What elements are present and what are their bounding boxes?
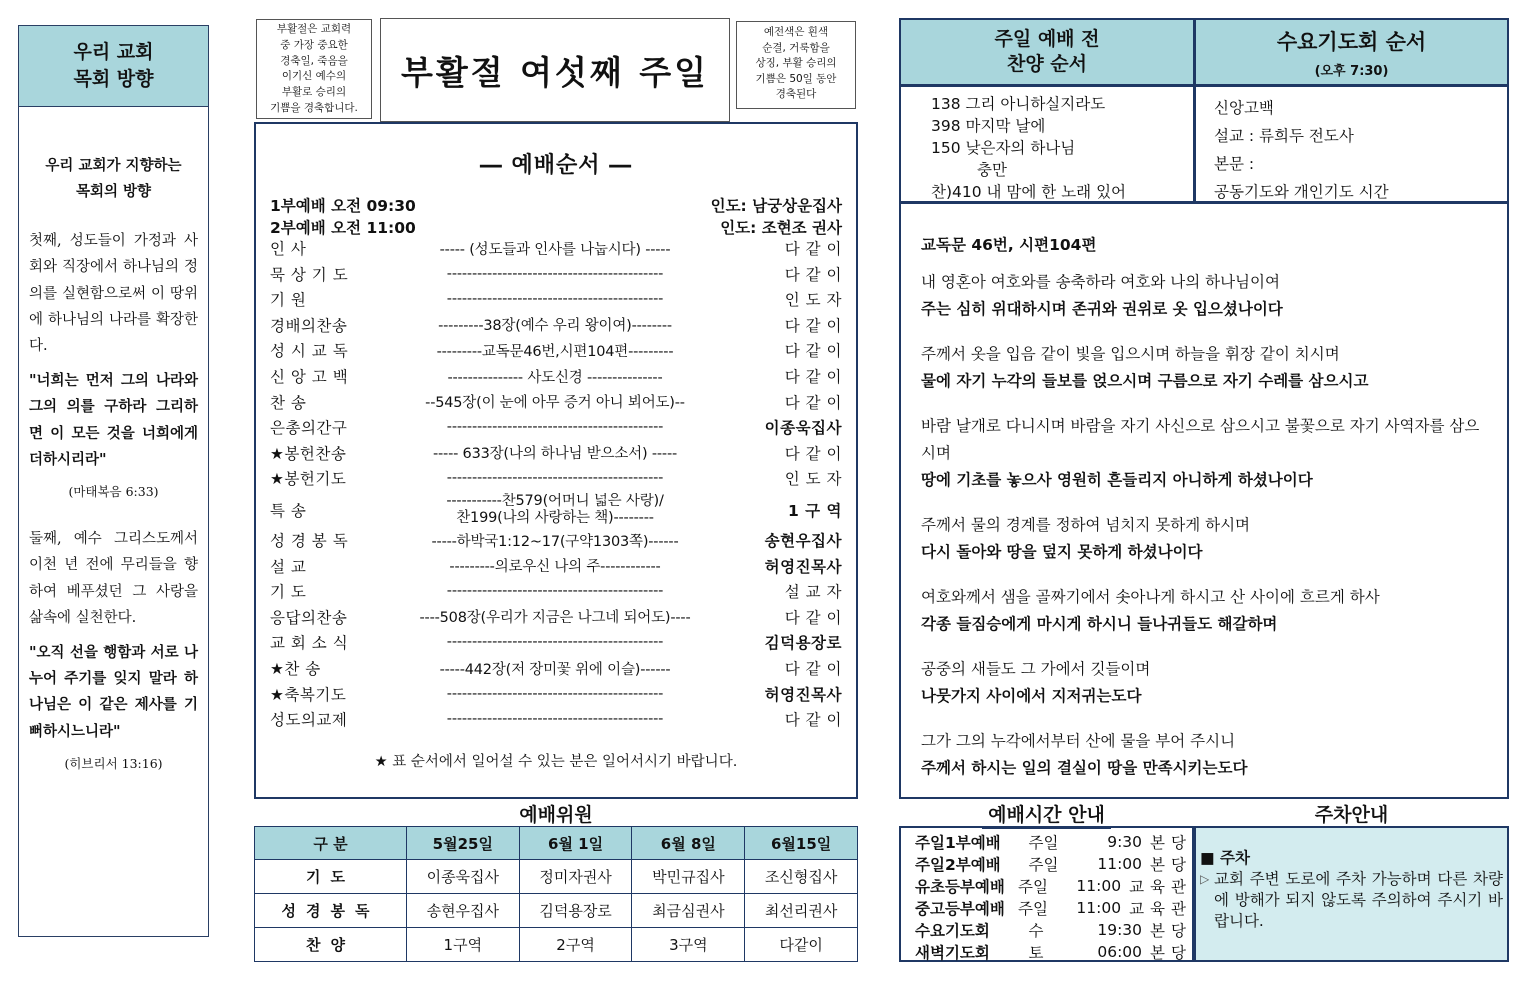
worship-item [270,364,842,388]
worship-item-detail [376,238,734,259]
duty-cell: 1구역 [406,928,519,962]
duty-row [255,860,858,894]
easter-note [256,19,372,119]
worship-item-label: 인 사 [270,240,307,258]
worship-item [270,554,842,578]
hymn-line: 138 그리 아니하실지라도 [931,95,1106,113]
worship-item [270,605,842,629]
worship-item-leader: 인 도 자 [784,291,842,310]
duty-cell: 최선리권사 [745,894,858,928]
worship-item [270,338,842,362]
duty-cell: 이종욱집사 [406,860,519,894]
service-times-title-text: 예배시간 안내 [982,804,1111,829]
reading-pair [921,269,1489,323]
duty-cell: 박민규집사 [632,860,745,894]
worship-item [270,492,842,528]
note-line: 부활절은 교회력 [276,23,352,35]
note-line: 상징, 부활 승리의 [755,57,837,70]
detail-line: ----- 633장(나의 하나님 받으소서) ----- [432,446,678,463]
worship-item-label: 기 원 [270,291,307,310]
worship-item-detail [376,583,734,599]
worship-item-detail [376,658,734,679]
duty-cell: 김덕용장로 [519,894,632,928]
detail-line: ------------------------------------------- [446,470,664,487]
service-times-table [899,826,1194,962]
worship-item-label: 경배의찬송 [270,316,348,335]
worship-item-label: 성도의교제 [270,711,348,730]
reading-title: 교독문 46번, 시편104편 [921,236,1097,254]
service-time-cell: 교육관 [1129,878,1192,896]
worship-item-leader: 이종욱집사 [764,419,842,438]
leader-line: 여호와께서 샘을 골짜기에서 솟아나게 하시고 산 사이에 흐르게 하사 [921,588,1380,606]
worship-item [270,441,842,465]
order-of-worship [254,122,858,799]
quote-hebrews: "오직 선을 행함과 서로 나누어 주기를 잊지 말라 하나님은 이 같은 제사를 기뻐하시느니라" [29,643,198,740]
service-1 [270,194,842,216]
worship-item-detail [376,634,734,650]
wednesday-time: (오후 7:30) [1314,63,1389,79]
service-1-leader: 인도: 남궁상운집사 [710,197,842,215]
hymn-line: 398 마지막 날에 [931,117,1046,135]
leader-line: 그가 그의 누각에서부터 산에 물을 부어 주시니 [921,732,1236,750]
worship-item-leader: 다 같 이 [784,316,842,335]
duty-cell: 정미자권사 [519,860,632,894]
worship-item [270,656,842,680]
wednesday-line: 설교 : 류희두 전도사 [1214,127,1354,145]
first-direction: 첫째, 성도들이 가정과 사회와 직장에서 하나님의 정의를 실현함으로써 이 땅위에 하나님의 나라를 확장한다. [29,232,198,355]
duty-column-header: 6월15일 [745,827,858,860]
note-line: 순결, 거룩함을 [762,41,830,54]
duty-row [255,894,858,928]
duty-title-text: 예배위원 [513,804,598,829]
subtitle-line-1: 우리 교회가 지향하는 [45,157,182,174]
leader-line: 바람 날개로 다니시며 바람을 자기 사신으로 삼으시고 불꽃으로 자기 사역자를 삼으시며 [921,417,1480,462]
note-line: 부활로 승리의 [281,86,347,99]
bullet-icon: ▷ [1200,872,1210,886]
detail-line: ----508장(우리가 지금은 나그네 되어도)---- [419,610,691,627]
worship-item [270,466,842,490]
duty-column-header: 5월25일 [406,827,519,860]
duty-cell: 최금심권사 [632,894,745,928]
standing-footnote: ★ 표 순서에서 일어설 수 있는 분은 일어서시기 바랍니다. [374,754,738,770]
worship-item-label: 교 회 소 식 [270,634,349,653]
service-time-row [915,919,1192,941]
service-time-row [915,831,1192,853]
worship-item [270,313,842,337]
detail-line: ----- (성도들과 인사를 나눕시다) ----- [439,241,671,258]
detail-line: ------------------------------------------- [446,685,664,702]
service-time-cell: 본당 [1150,834,1192,852]
worship-item-detail [376,419,734,435]
worship-item-leader: 다 같 이 [784,444,842,463]
congregation-line: 나뭇가지 사이에서 지저귀는도다 [921,687,1142,705]
service-time-cell: 9:30 [1107,833,1143,851]
detail-line: --545장(이 눈에 아무 증거 아니 뵈어도)-- [425,395,685,412]
congregation-line: 다시 돌아와 땅을 덮지 못하게 하셨나이다 [921,543,1203,561]
liturgical-color-note [736,21,856,109]
service-time-cell: 주일1부예배 [915,834,1001,852]
detail-line: ------------------------------------------- [446,711,664,728]
worship-item [270,287,842,311]
detail-line: --------------- 사도신경 --------------- [447,369,663,386]
service-time-cell: 11:00 [1076,899,1122,917]
service-2-leader: 인도: 조현조 권사 [720,219,842,237]
duty-cell: 조신형집사 [745,860,858,894]
hymn-heading-line-1: 주일 예배 전 [994,28,1100,50]
parking-info [1194,826,1509,962]
worship-item-label: 신 앙 고 백 [270,368,349,386]
duty-role: 찬양 [255,928,407,962]
worship-item-label: 성 시 교 독 [270,342,349,361]
quote-matthew: "너희는 먼저 그의 나라와 그의 의를 구하라 그리하면 이 모든 것을 너희에게 더하시리라" [29,371,198,469]
duty-cell: 다같이 [745,928,858,962]
worship-item-leader: 김덕용장로 [764,634,842,653]
reading-pair [921,728,1489,782]
service-time-cell: 토 [1028,944,1044,962]
duty-column-header: 구 분 [255,827,407,860]
worship-item-label: 성 경 봉 독 [270,532,349,550]
worship-item-detail [376,606,734,627]
service-2-time: 2부예배 오전 11:00 [270,219,416,237]
parking-text-wrap [1200,869,1503,932]
service-time-cell: 본당 [1150,944,1192,962]
worship-item-leader: 허영진목사 [764,685,842,704]
worship-item-leader: 송현우집사 [764,532,842,550]
worship-item-leader: 다 같 이 [784,342,842,361]
worship-item-leader: 다 같 이 [784,393,842,412]
worship-item-detail [376,391,734,412]
worship-item-detail [376,711,734,727]
worship-item-label: 기 도 [270,583,307,602]
worship-item-detail [376,314,734,335]
bulletin-title: 부활절 여섯째 주일 [380,18,730,122]
worship-item [270,236,842,260]
hymn-line: 찬)410 내 맘에 한 노래 있어 [931,183,1127,201]
subtitle-line-2: 목회의 방향 [75,183,152,201]
worship-item [270,528,842,552]
order-heading: ― 예배순서 ― [479,153,633,178]
parking-title-text: 주차안내 [1309,804,1394,829]
service-time-cell: 06:00 [1097,943,1143,961]
leader-line: 공중의 새들도 그 가에서 깃들이며 [921,660,1151,678]
detail-line: -----하박국1:12~17(구약1303쪽)------ [431,533,679,550]
detail-line: ------------------------------------------- [446,291,664,308]
service-time-row [915,897,1192,919]
worship-item-label: ★봉헌찬송 [270,444,347,463]
service-time-row [915,875,1192,897]
leader-line: 주께서 물의 경계를 정하여 넘치지 못하게 하시며 [921,516,1251,534]
wednesday-line: 본문 : [1214,155,1255,173]
worship-item-label: 응답의찬송 [270,608,348,627]
service-time-cell: 유초등부예배 [915,878,1005,896]
service-time-cell: 주일2부예배 [915,856,1001,874]
detail-line: ---------의로우신 나의 주------------ [449,559,661,576]
worship-item-detail [376,470,734,486]
service-time-cell: 19:30 [1097,921,1143,939]
detail-line: ------------------------------------------- [446,265,664,282]
service-time-cell: 교육관 [1129,900,1192,918]
detail-line: -----------찬579(어머니 넓은 사랑)/ [446,493,664,509]
congregation-line: 땅에 기초를 놓으사 영원히 흔들리지 아니하게 하셨나이다 [921,471,1313,489]
second-direction: 둘째, 예수 그리스도께서 이천 년 전에 무리들을 향하여 베푸셨던 그 사랑을 삶속에 실천한다. [29,530,198,627]
service-time-cell: 새벽기도회 [915,944,990,962]
service-time-cell: 본당 [1150,856,1192,874]
worship-item-leader: 다 같 이 [784,608,842,627]
note-line: 경축일, 죽음을 [280,54,348,67]
service-time-row [915,853,1192,875]
service-time-cell: 본당 [1150,922,1192,940]
worship-item-detail [376,493,734,527]
worship-item-leader: 다 같 이 [784,368,842,386]
detail-line: ------------------------------------------- [446,583,664,600]
note-line: 경축된다 [775,88,817,101]
leader-line: 내 영혼아 여호와를 송축하라 여호와 나의 하나님이여 [921,273,1280,291]
duty-role: 성경봉독 [255,894,407,928]
service-time-cell: 주일 [1028,856,1059,874]
worship-item-detail [376,530,734,551]
wednesday-order [1194,85,1509,203]
worship-item-detail [376,366,734,387]
hymn-list [899,85,1195,203]
ref-matthew: (마태복음 6:33) [68,484,159,500]
ref-hebrews: (히브리서 13:16) [64,756,163,772]
congregation-line: 물에 자기 누각의 들보를 얹으시며 구름으로 자기 수레를 삼으시고 [921,372,1369,390]
worship-item [270,262,842,286]
worship-item-label: 설 교 [270,557,307,576]
detail-line: ------------------------------------------- [446,419,664,436]
worship-item-detail [376,291,734,307]
worship-item-detail [376,442,734,463]
parking-title [1194,800,1509,826]
wednesday-title: 수요기도회 순서 [1276,29,1427,54]
reading-pair [921,584,1489,638]
heading-line-1: 우리 교회 [73,41,154,63]
church-direction-panel [18,25,209,937]
worship-item-label: 묵 상 기 도 [270,265,349,284]
reading-pair [921,512,1489,566]
worship-item-leader: 1 구 역 [787,502,842,520]
worship-item-detail [376,555,734,576]
worship-item-label: ★봉헌기도 [270,470,347,489]
note-line: 중 가장 중요한 [280,38,348,51]
worship-item [270,579,842,603]
direction-subtitle [29,153,198,206]
duty-cell: 2구역 [519,928,632,962]
congregation-line: 주는 심히 위대하시며 존귀와 권위로 옷 입으셨나이다 [921,300,1283,318]
detail-line: ---------교독문46번,시편104편--------- [436,343,674,360]
service-times-title [899,800,1194,826]
service-time-cell: 중고등부예배 [915,900,1005,918]
wednesday-line: 공동기도와 개인기도 시간 [1214,183,1389,201]
wednesday-line: 신앙고백 [1214,99,1274,117]
parking-text: 교회 주변 도로에 주차 가능하며 다른 차량에 방해가 되지 않도록 주의하여 주시기 바랍니다. [1214,870,1503,930]
worship-item [270,630,842,654]
leader-line: 주께서 옷을 입음 같이 빛을 입으시며 하늘을 휘장 같이 치시며 [921,345,1340,363]
duty-column-header: 6월 1일 [519,827,632,860]
service-time-cell: 주일 [1028,834,1059,852]
service-time-cell: 수 [1028,922,1044,940]
service-time-cell: 11:00 [1076,877,1122,895]
detail-line: -----442장(저 장미꽃 위에 이슬)------ [439,661,671,678]
worship-item-label: 은총의간구 [270,419,348,438]
note-line: 기쁨은 50일 동안 [755,72,837,85]
worship-item-detail [376,266,734,282]
note-line: 기쁨을 경축합니다. [270,101,358,114]
service-time-cell: 주일 [1018,878,1048,896]
reading-pair [921,413,1489,494]
congregation-line: 각종 들짐승에게 마시게 하시니 들나귀들도 해갈하며 [921,615,1278,633]
note-line: 이기신 예수의 [281,70,347,83]
duty-cell: 송현우집사 [406,894,519,928]
reading-pair [921,656,1489,710]
worship-item-label: 특 송 [270,502,307,520]
worship-item-label: ★축복기도 [270,685,347,704]
hymn-heading-line-2: 찬양 순서 [1006,53,1088,75]
duty-row [255,928,858,962]
service-time-row [915,941,1192,963]
note-line: 예전색은 흰색 [763,26,829,38]
worship-item [270,390,842,414]
worship-item-leader: 다 같 이 [784,265,842,284]
service-time-cell: 주일 [1018,900,1048,918]
duty-column-header: 6월 8일 [632,827,745,860]
worship-item [270,682,842,706]
heading-line-2: 목회 방향 [73,68,154,90]
worship-item-label: ★찬 송 [270,660,321,678]
worship-item-label: 찬 송 [270,393,307,412]
duty-role: 기도 [255,860,407,894]
duty-title [254,800,858,826]
worship-item-leader: 다 같 이 [784,711,842,730]
detail-line: 찬199(나의 사랑하는 책)-------- [456,510,654,526]
responsive-reading [899,202,1509,799]
worship-item-leader: 인 도 자 [784,470,842,489]
detail-line: ------------------------------------------- [446,634,664,651]
worship-item-leader: 설 교 자 [784,583,842,602]
church-direction-heading [19,26,208,107]
reading-pair [921,341,1489,395]
worship-item-detail [376,340,734,361]
congregation-line: 주께서 하시는 일의 결실이 땅을 만족시키는도다 [921,759,1248,777]
hymn-heading [899,18,1195,86]
detail-line: ---------38장(예수 우리 왕이여)-------- [438,318,672,335]
hymn-line: 150 낮은자의 하나님 [931,139,1076,157]
service-time-cell: 수요기도회 [915,922,990,940]
service-time-cell: 11:00 [1097,855,1143,873]
worship-item-leader: 다 같 이 [784,660,842,678]
hymn-line: 충만 [977,161,1007,179]
service-2 [270,216,842,238]
duty-cell: 3구역 [632,928,745,962]
duty-table [254,826,858,962]
worship-item-detail [376,686,734,702]
worship-item-leader: 다 같 이 [784,240,842,258]
worship-item [270,415,842,439]
parking-heading: ■ 주차 [1200,849,1250,867]
wednesday-heading [1194,18,1509,86]
worship-item-leader: 허영진목사 [764,557,842,576]
worship-item [270,707,842,731]
service-1-time: 1부예배 오전 09:30 [270,197,416,215]
